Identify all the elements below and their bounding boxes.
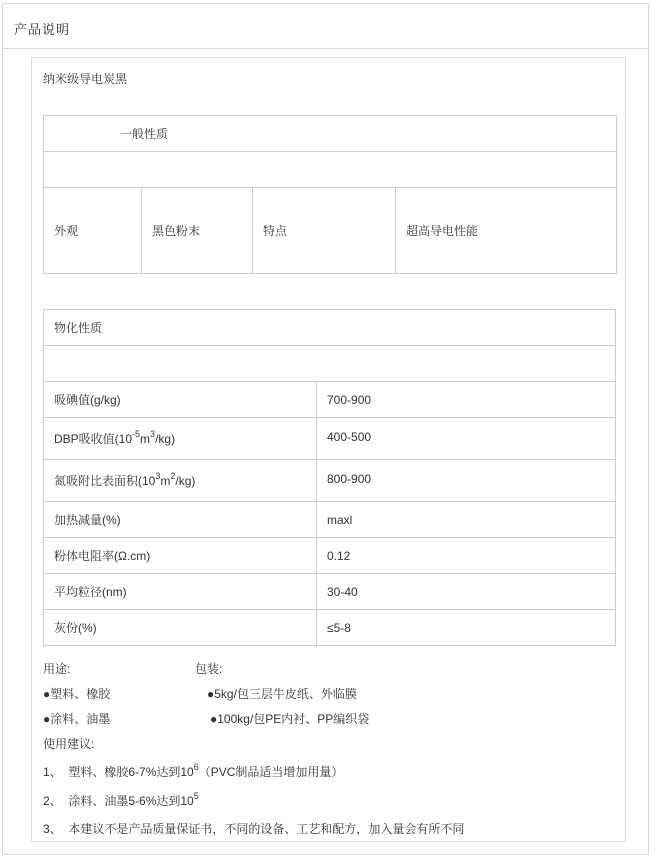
appearance-label: 外观: [44, 188, 142, 274]
general-heading: 一般性质: [44, 116, 617, 152]
product-panel: [2, 3, 649, 855]
ash-value: ≤5-8: [317, 610, 616, 646]
dbp-value: 400-500: [317, 418, 616, 460]
feature-value: 超高导电性能: [396, 188, 617, 274]
packaging-item: ●100kg/包PE内衬、PP编织袋: [210, 712, 370, 726]
heat-loss-label: 加热减量(%): [44, 502, 317, 538]
surface-area-value: 800-900: [317, 460, 616, 502]
panel-title: 产品说明: [14, 22, 71, 37]
physchem-table: [43, 309, 616, 646]
advice-item: 1、 塑料、橡胶6-7%达到$10^6(PVC$制品适当增加用量）: [43, 762, 344, 779]
physchem-empty-row: [44, 346, 616, 382]
table-row: [44, 382, 616, 418]
table-row: [44, 502, 616, 538]
table-row: [44, 460, 616, 502]
dbp-label: DBP吸收值$(10^{-5}m^3/kg)$: [44, 418, 317, 460]
general-empty-row: [44, 152, 617, 188]
iodine-value: 700-900: [317, 382, 616, 418]
table-row: [44, 188, 617, 274]
resistivity-label: 粉体电阻率(Ω.cm): [44, 538, 317, 574]
appearance-value: 黑色粉末: [142, 188, 253, 274]
product-content: [31, 57, 626, 842]
packaging-item: ●5kg/包三层牛皮纸、外临膜: [207, 687, 357, 701]
surface-area-label: 氮吸附比表面积$(10^3m^2/kg)$: [44, 460, 317, 502]
feature-label: 特点: [253, 188, 396, 274]
usage-item: ●涂料、油墨: [43, 712, 111, 726]
advice-item: 3、 本建议不是产品质量保证书，不同的设备、工艺和配方，加入量会有所不同: [43, 822, 465, 836]
particle-size-value: 30-40: [317, 574, 616, 610]
advice-item: 2、 涂料、油墨5-6%达到$10^5$: [43, 791, 199, 808]
table-row: [44, 610, 616, 646]
usage-heading: 用途:: [43, 662, 71, 676]
physchem-heading: 物化性质: [44, 310, 616, 346]
packaging-heading: 包装:: [195, 662, 223, 676]
resistivity-value: 0.12: [317, 538, 616, 574]
general-properties-table: [43, 115, 617, 274]
usage-item: ●塑料、橡胶: [43, 687, 111, 701]
table-row: [44, 418, 616, 460]
product-name: 纳米级导电炭黑: [43, 72, 128, 86]
heat-loss-value: maxl: [317, 502, 616, 538]
advice-heading: 使用建议:: [43, 737, 95, 751]
table-row: [44, 574, 616, 610]
iodine-label: 吸碘值(g/kg): [44, 382, 317, 418]
particle-size-label: 平均粒径(nm): [44, 574, 317, 610]
ash-label: 灰份(%): [44, 610, 317, 646]
table-row: [44, 538, 616, 574]
panel-header: [3, 4, 648, 49]
